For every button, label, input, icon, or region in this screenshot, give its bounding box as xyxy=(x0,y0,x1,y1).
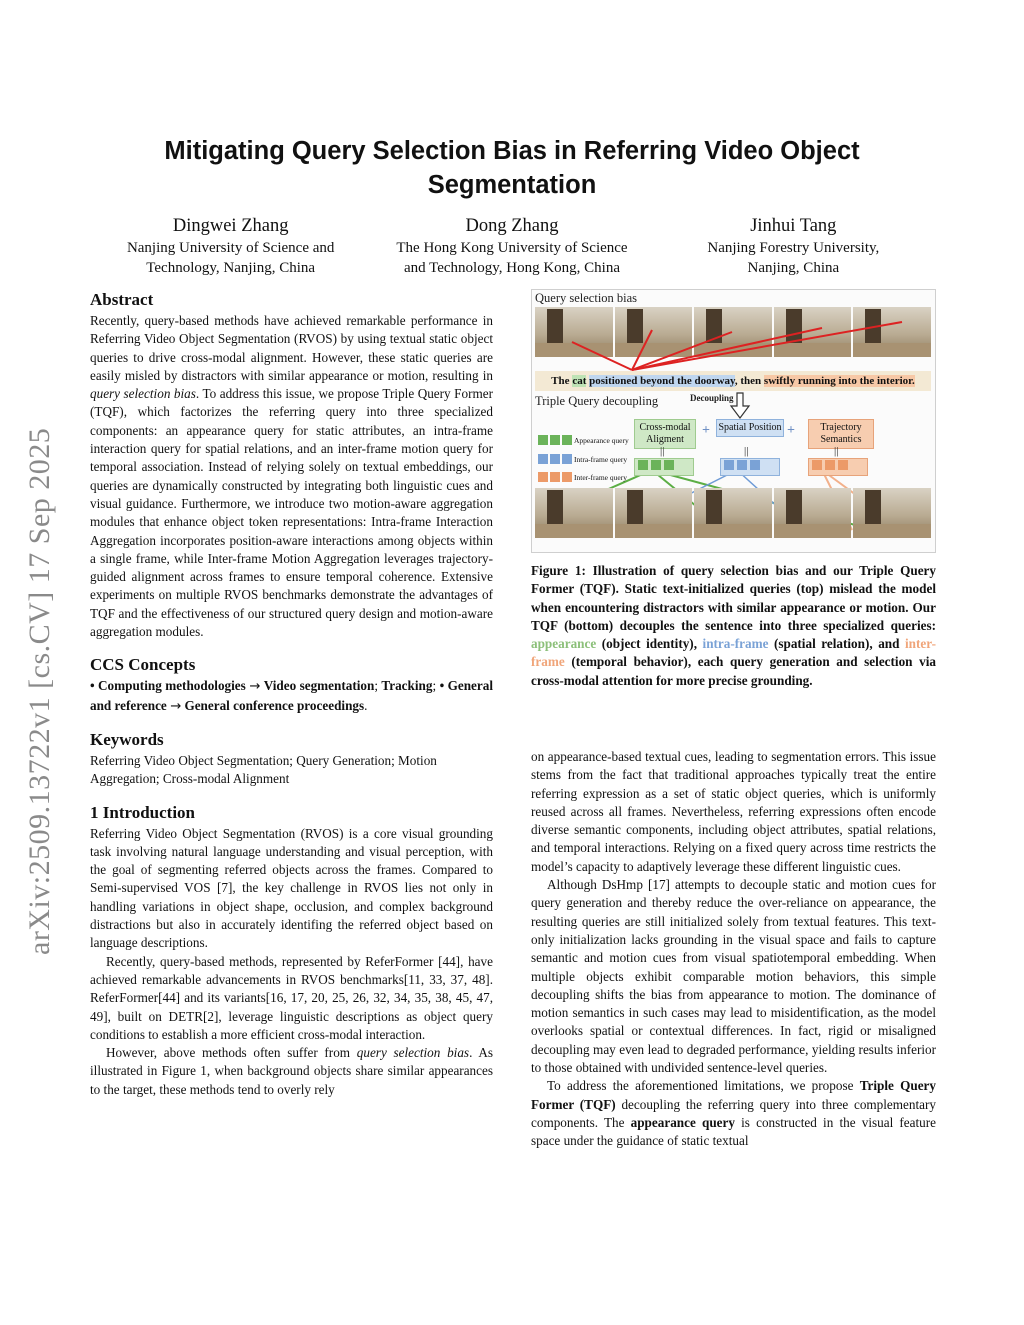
caption-part: (temporal behavior), each query generation and selection via cross-modal attention for more precise grounding. xyxy=(531,654,936,688)
intro-paragraph-2: Recently, query-based methods, represented by ReferFormer [44], have achieved remarkable advancements in RVOS benchmarks[11, 33, 37, 48]. ReferFormer[44] and its variants[16, 17, 20, 25, 26, 32, 34, 35, 38, 45, 47, 49], built on DETR[2], leverage linguistic descriptions as object query conditions to establish a more efficient cross-modal interaction. xyxy=(90,953,493,1042)
paper-title: Mitigating Query Selection Bias in Referring Video Object Segmentation xyxy=(164,137,860,199)
figure-1 xyxy=(531,289,936,553)
caption-intra-frame: intra-frame xyxy=(702,636,769,652)
author-name: Dingwei Zhang xyxy=(172,216,289,236)
figure-label-top: Query selection bias xyxy=(535,291,638,305)
intro-text-part: . As illustrated in Figure 1, when background objects share similar appearances to the target, these methods tend to overly rely xyxy=(90,1045,493,1097)
bias-line-red xyxy=(572,342,632,370)
ccs-term: • Computing methodologies xyxy=(90,678,246,694)
keywords-text: Referring Video Object Segmentation; Query Generation; Motion Aggregation; Cross-modal Alignment xyxy=(90,752,437,787)
abstract-heading: Abstract xyxy=(90,290,154,309)
inter-frame-token-row xyxy=(808,458,868,476)
author-3 xyxy=(653,214,934,278)
plus-icon: + xyxy=(702,423,710,438)
right-column xyxy=(531,748,936,1151)
video-frame xyxy=(694,488,772,538)
frame-strip-bottom xyxy=(535,488,931,538)
abstract-text-part: Recently, query-based methods have achieved remarkable performance in Referring Video Object Segmentation (RVOS) by using textual static object queries to drive cross-modal alignment. However, these static queries are easily misled by distractors with similar appearance or motion, resulting in xyxy=(90,313,493,383)
sentence-temporal: swiftly running into the interior. xyxy=(763,375,915,387)
right-text-part: is constructed in the visual feature space under the guidance of static textual xyxy=(531,1114,936,1149)
intra-frame-token-row xyxy=(720,458,780,476)
query-legend-inter xyxy=(538,472,627,482)
query-legend-label: Inter-frame query xyxy=(574,472,627,482)
arrow-icon: → xyxy=(170,698,182,714)
ccs-sep: ; xyxy=(374,678,382,694)
ccs-sep: . xyxy=(364,697,368,713)
introduction-heading: 1 Introduction xyxy=(90,802,196,822)
right-bold: appearance query xyxy=(630,1114,735,1130)
spatial-position-box: Spatial Position xyxy=(716,419,784,437)
caption-part: Figure 1: Illustration of query selection bias and our Triple Query Former (TQF). Static text-initialized queries (top) mislead the model when encountering distractors with similar appearance or motion. Our TQF (bottom) decouples the sentence into three specialized queries: xyxy=(531,563,936,633)
referring-sentence xyxy=(535,371,931,391)
equals-icon: || xyxy=(660,445,665,457)
right-paragraph-1: on appearance-based textual cues, leading to segmentation errors. This issue stems from the fact that traditional approaches typically treat the entire referring expression as a set of static object queries, which is uniformly reused across all frames. Nevertheless, referring expressions often encode diverse semantic components, including object attributes, spatial relations, and temporal interactions. Relying on a fixed query across time restricts the model’s capacity to adaptively leverage these different linguistic cues. xyxy=(531,749,936,874)
caption-part: (spatial relation), and xyxy=(768,636,905,652)
author-name: Dong Zhang xyxy=(465,216,559,236)
abstract-emphasis: query selection bias xyxy=(90,386,196,402)
caption-part: (object identity), xyxy=(596,636,703,652)
trajectory-semantics-box: Trajectory Semantics xyxy=(808,419,874,449)
sentence-appearance: cat xyxy=(572,375,587,387)
author-affiliation: The Hong Kong University of Science xyxy=(396,240,628,256)
ccs-term: Tracking xyxy=(381,678,433,694)
author-affiliation: Nanjing Forestry University, xyxy=(707,240,880,256)
query-legend-appearance xyxy=(538,435,629,445)
arxiv-identifier[interactable]: arXiv:2509.13722v1 [cs.CV] 17 Sep 2025 xyxy=(23,427,56,955)
arrow-icon: → xyxy=(249,679,261,695)
author-2 xyxy=(371,214,652,278)
keywords-heading: Keywords xyxy=(90,729,164,749)
equals-icon: || xyxy=(834,445,839,457)
figure-label-bottom: Triple Query decoupling xyxy=(535,394,659,408)
ccs-term: • General and reference xyxy=(90,678,494,713)
video-frame xyxy=(535,488,613,538)
right-paragraph-3 xyxy=(531,1077,936,1150)
query-legend-label: Appearance query xyxy=(574,435,629,445)
intro-emphasis: query selection bias xyxy=(356,1045,470,1061)
figure-1-caption xyxy=(531,562,936,690)
video-frame xyxy=(774,488,852,538)
ccs-heading: CCS Concepts xyxy=(90,655,196,675)
right-paragraph-2: Although DsHmp [17] attempts to decouple static and motion cues for query generation and thereby reduce the over-reliance on appearance, the resulting queries are still initialized solely from textual features. This text-only initialization lacks grounding in the visual space and fails to capture semantic and motion cues from visual spatiotemporal embedding. When multiple objects exhibit comparable motion behaviors, this simple decoupling shifts the bias from appearance to motion. The dominance of motion semantics in such cases may lead to misidentification, as the model overlooks spatial or contextual differences. In fact, rigid or misaligned decoupling may even lead to degraded performance, yielding results inferior to those obtained with undivided sentence-level queries. xyxy=(531,877,936,1076)
sentence-spatial: positioned beyond the doorway xyxy=(589,375,735,387)
sentence-part: , then xyxy=(734,375,764,387)
author-affiliation: Nanjing, China xyxy=(747,260,840,276)
ccs-text xyxy=(90,677,493,716)
abstract-text xyxy=(90,312,493,641)
author-affiliation: Technology, Nanjing, China xyxy=(146,260,316,276)
right-text-part: decoupling the referring query into three complementary components. The xyxy=(531,1096,936,1130)
left-column xyxy=(90,288,493,1099)
ccs-term: General conference proceedings xyxy=(184,697,365,713)
author-name: Jinhui Tang xyxy=(750,216,837,236)
intro-text-part: However, above methods often suffer from xyxy=(106,1045,357,1061)
decoupling-label: Decoupling xyxy=(690,393,734,403)
caption-appearance: appearance xyxy=(531,636,597,652)
query-legend-label: Intra-frame query xyxy=(574,454,628,464)
intro-paragraph-1: Referring Video Object Segmentation (RVOS) is a core visual grounding task involving natural language understanding and visual perception, with the goal of segmenting referred objects across the frames. Compared to Semi-supervised VOS [7], the key challenge in RVOS lies not only in handling variations in object shape, occlusion, and complex background distractions but also in accurately identifing the referred object based on language descriptions. xyxy=(90,825,493,951)
right-text-part: To address the aforementioned limitations, we propose xyxy=(547,1078,860,1094)
intro-paragraph-3 xyxy=(90,1044,493,1099)
video-frame xyxy=(853,488,931,538)
video-frame xyxy=(615,488,693,538)
appearance-token-row xyxy=(634,458,694,476)
cross-modal-box: Cross-modal Aligment xyxy=(634,419,696,449)
author-block xyxy=(90,214,934,278)
sentence-part: The xyxy=(551,375,573,387)
ccs-term: Video segmentation xyxy=(263,678,375,694)
author-1 xyxy=(90,214,371,278)
right-bold: Triple Query Former (TQF) xyxy=(531,1078,937,1112)
ccs-sep: ; xyxy=(432,678,440,694)
author-affiliation: and Technology, Hong Kong, China xyxy=(403,260,620,276)
caption-inter-frame: inter-frame xyxy=(531,636,936,670)
bias-line-red xyxy=(632,322,902,370)
abstract-text-part: . To address this issue, we propose Triple Query Former (TQF), which factorizes the referring query into three specialized components: an appearance query for static attributes, an intra-frame interaction query for spatial relations, and an inter-frame motion query for temporal association. Instead of relying solely on textual embeddings, our queries are dynamically constructed by integrating both linguistic cues and visual guidance. Furthermore, we introduce two motion-aware aggregation modules that enhance object token representations: Intra-frame Interaction Aggregation incorporates position-aware interactions among objects within a single frame, while Inter-frame Motion Aggregation leverages trajectory-guided alignment across frames to ensure temporal coherence. Extensive experiments on multiple RVOS benchmarks demonstrate the advantages of TQF and the effectiveness of our structured query design and motion-aware aggregation modules. xyxy=(90,386,493,640)
author-affiliation: Nanjing University of Science and xyxy=(126,240,335,256)
query-legend-intra xyxy=(538,454,627,464)
plus-icon: + xyxy=(787,423,795,438)
equals-icon: || xyxy=(744,445,749,457)
